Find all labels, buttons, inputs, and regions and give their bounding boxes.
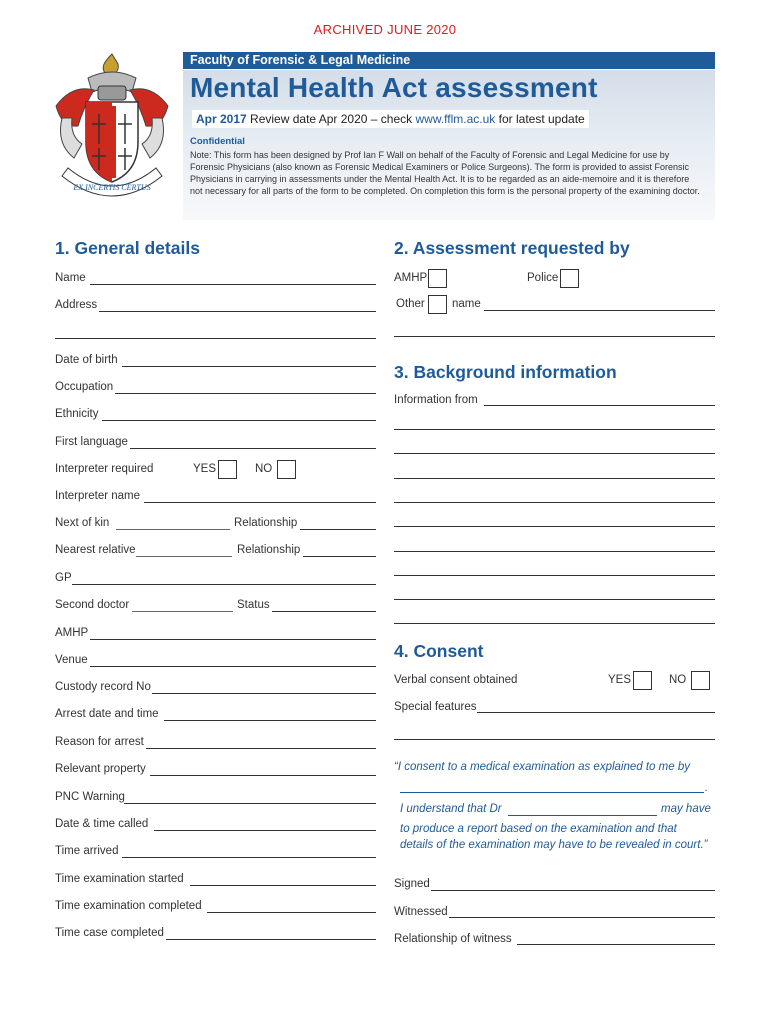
form-title: Mental Health Act assessment bbox=[190, 72, 598, 103]
background-line-5[interactable] bbox=[394, 526, 715, 527]
exam-completed-label: Time examination completed bbox=[55, 900, 202, 912]
gp-field[interactable] bbox=[72, 584, 376, 585]
requested-other-checkbox[interactable] bbox=[428, 295, 447, 314]
review-info bbox=[192, 110, 589, 128]
background-line-2[interactable] bbox=[394, 453, 715, 454]
case-completed-label: Time case completed bbox=[55, 927, 164, 939]
exam-started-label: Time examination started bbox=[55, 873, 184, 885]
occupation-label: Occupation bbox=[55, 381, 114, 393]
requested-amhp-label: AMHP bbox=[394, 272, 428, 284]
consent-statement-3: to produce a report based on the examination and that bbox=[400, 823, 677, 835]
interpreter-name-label: Interpreter name bbox=[55, 490, 141, 502]
interpreter-no-checkbox[interactable] bbox=[277, 460, 296, 479]
ethnicity-label: Ethnicity bbox=[55, 408, 99, 420]
section-consent: 4. Consent bbox=[394, 641, 484, 661]
arrest-date-label: Arrest date and time bbox=[55, 708, 159, 720]
special-features-field[interactable] bbox=[477, 712, 715, 713]
interpreter-yes-label: YES bbox=[193, 463, 217, 475]
nearest-relative-label: Nearest relative bbox=[55, 544, 136, 556]
case-completed-field[interactable] bbox=[166, 939, 376, 940]
requested-name-field-line-2[interactable] bbox=[394, 336, 715, 337]
consent-statement-4: details of the examination may have to be revealed in court.” bbox=[400, 839, 708, 851]
confidential-label: Confidential bbox=[190, 136, 245, 147]
background-line-8[interactable] bbox=[394, 599, 715, 600]
custody-record-label: Custody record No bbox=[55, 681, 151, 693]
requested-police-checkbox[interactable] bbox=[560, 269, 579, 288]
section-general-details: 1. General details bbox=[55, 238, 200, 258]
requested-police-label: Police bbox=[527, 272, 559, 284]
consent-statement-1: “I consent to a medical examination as explained to me by bbox=[394, 761, 690, 773]
verbal-consent-label: Verbal consent obtained bbox=[394, 674, 518, 686]
background-line-6[interactable] bbox=[394, 551, 715, 552]
name-field[interactable] bbox=[90, 284, 376, 285]
status-label: Status bbox=[237, 599, 270, 611]
status-field[interactable] bbox=[272, 611, 376, 612]
reason-arrest-field[interactable] bbox=[146, 748, 376, 749]
section-assessment-requested: 2. Assessment requested by bbox=[394, 238, 630, 258]
pnc-warning-label: PNC Warning bbox=[55, 791, 125, 803]
date-time-called-field[interactable] bbox=[154, 830, 376, 831]
arrest-date-field[interactable] bbox=[164, 720, 376, 721]
consent-statement-1-end: . bbox=[705, 782, 709, 794]
venue-field[interactable] bbox=[90, 666, 376, 667]
archived-banner: ARCHIVED JUNE 2020 bbox=[313, 22, 457, 37]
dob-field[interactable] bbox=[122, 366, 376, 367]
next-of-kin-field[interactable] bbox=[116, 529, 230, 530]
name-label: Name bbox=[55, 272, 86, 284]
signed-field[interactable] bbox=[431, 890, 715, 891]
consent-yes-label: YES bbox=[608, 674, 632, 686]
consent-no-label: NO bbox=[669, 674, 687, 686]
info-from-field[interactable] bbox=[484, 405, 715, 406]
second-doctor-label: Second doctor bbox=[55, 599, 130, 611]
address-field[interactable] bbox=[99, 311, 376, 312]
next-of-kin-label: Next of kin bbox=[55, 517, 110, 529]
second-doctor-field[interactable] bbox=[132, 611, 233, 612]
interpreter-no-label: NO bbox=[255, 463, 273, 475]
witness-relationship-label: Relationship of witness bbox=[394, 933, 512, 945]
background-line-9[interactable] bbox=[394, 623, 715, 624]
section-background: 3. Background information bbox=[394, 362, 617, 382]
relative-relationship-field[interactable] bbox=[303, 556, 376, 557]
date-time-called-label: Date & time called bbox=[55, 818, 149, 830]
consent-examiner-field[interactable] bbox=[400, 792, 704, 793]
consent-no-checkbox[interactable] bbox=[691, 671, 710, 690]
special-features-label: Special features bbox=[394, 701, 477, 713]
background-line-4[interactable] bbox=[394, 502, 715, 503]
first-language-field[interactable] bbox=[130, 448, 376, 449]
signed-label: Signed bbox=[394, 878, 430, 890]
consent-doctor-field[interactable] bbox=[508, 815, 657, 816]
crest-motto: EX INCERTIS CERTUS bbox=[73, 183, 151, 192]
background-line-3[interactable] bbox=[394, 478, 715, 479]
requested-name-field[interactable] bbox=[484, 310, 715, 311]
consent-statement-2b: may have bbox=[661, 803, 711, 815]
requested-other-label: Other bbox=[396, 298, 425, 310]
witnessed-label: Witnessed bbox=[394, 906, 448, 918]
venue-label: Venue bbox=[55, 654, 88, 666]
kin-relationship-field[interactable] bbox=[300, 529, 376, 530]
interpreter-yes-checkbox[interactable] bbox=[218, 460, 237, 479]
consent-statement-2a: I understand that Dr bbox=[400, 803, 502, 815]
gp-label: GP bbox=[55, 572, 72, 584]
review-prefix: Review date Apr 2020 – check bbox=[250, 112, 413, 126]
special-features-line-2[interactable] bbox=[394, 739, 715, 740]
witness-relationship-field[interactable] bbox=[517, 944, 715, 945]
ethnicity-field[interactable] bbox=[102, 420, 376, 421]
amhp-label: AMHP bbox=[55, 627, 89, 639]
witnessed-field[interactable] bbox=[449, 917, 715, 918]
background-line-7[interactable] bbox=[394, 575, 715, 576]
background-line-1[interactable] bbox=[394, 429, 715, 430]
time-arrived-field[interactable] bbox=[122, 857, 376, 858]
fflm-link[interactable]: www.fflm.ac.uk bbox=[415, 112, 496, 126]
relative-relationship-label: Relationship bbox=[237, 544, 301, 556]
consent-yes-checkbox[interactable] bbox=[633, 671, 652, 690]
exam-started-field[interactable] bbox=[190, 885, 376, 886]
address-field-line-2[interactable] bbox=[55, 338, 376, 339]
first-language-label: First language bbox=[55, 436, 128, 448]
faculty-crest-logo bbox=[48, 48, 176, 216]
requested-name-label: name bbox=[452, 298, 481, 310]
amhp-field[interactable] bbox=[90, 639, 376, 640]
interpreter-required-label: Interpreter required bbox=[55, 463, 154, 475]
interpreter-name-field[interactable] bbox=[144, 502, 376, 503]
requested-amhp-checkbox[interactable] bbox=[428, 269, 447, 288]
disclaimer-note: Note: This form has been designed by Prof Ian F Wall on behalf of the Faculty of Forensic and Legal Medicine for use by Forensic Physicians (also known as Forensic Medical Examiners or Police Surgeons). The form is provided to assist Forensic Physicians in carrying in assessments under the Mental Health Act. It is to be regarded as an aide-memoire and it is therefore not necessary for all parts of the form to be completed. On completion this form is the personal property of the examining doctor. bbox=[190, 150, 700, 196]
relevant-property-label: Relevant property bbox=[55, 763, 146, 775]
faculty-name: Faculty of Forensic & Legal Medicine bbox=[190, 53, 411, 67]
occupation-field[interactable] bbox=[115, 393, 376, 394]
custody-record-field[interactable] bbox=[152, 693, 376, 694]
address-label: Address bbox=[55, 299, 98, 311]
version-date: Apr 2017 bbox=[196, 112, 247, 126]
time-arrived-label: Time arrived bbox=[55, 845, 119, 857]
info-from-label: Information from bbox=[394, 394, 478, 406]
kin-relationship-label: Relationship bbox=[234, 517, 298, 529]
dob-label: Date of birth bbox=[55, 354, 118, 366]
review-suffix: for latest update bbox=[498, 112, 585, 126]
relevant-property-field[interactable] bbox=[150, 775, 376, 776]
reason-arrest-label: Reason for arrest bbox=[55, 736, 144, 748]
nearest-relative-field[interactable] bbox=[136, 556, 232, 557]
exam-completed-field[interactable] bbox=[207, 912, 376, 913]
pnc-warning-field[interactable] bbox=[124, 803, 376, 804]
